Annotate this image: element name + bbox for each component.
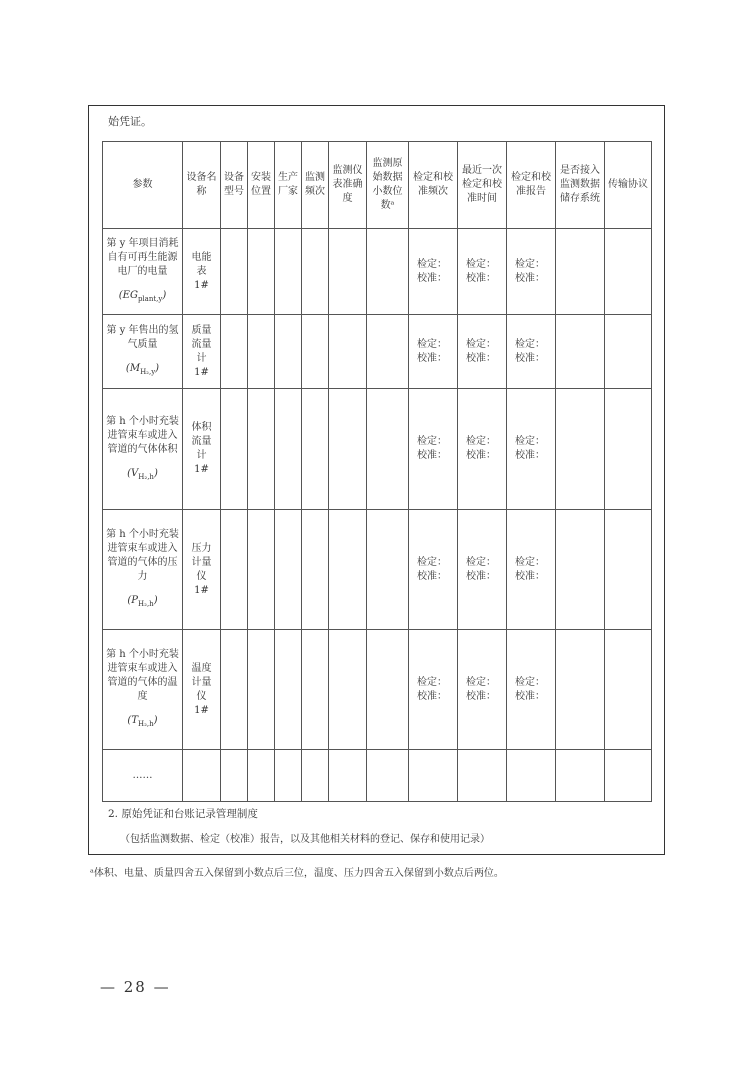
empty-cell[interactable] <box>302 389 329 510</box>
param-cell <box>103 510 183 630</box>
header-instrument-accuracy: 监测仪表准确度 <box>329 142 367 229</box>
calibration-report-cell[interactable]: 检定： 校准： <box>507 389 556 510</box>
empty-cell[interactable] <box>275 389 302 510</box>
empty-cell[interactable] <box>302 750 329 802</box>
empty-cell[interactable] <box>556 229 605 315</box>
calibration-frequency-cell[interactable]: 检定： 校准： <box>409 229 458 315</box>
header-row <box>103 142 652 229</box>
calibration-frequency-cell[interactable]: 检定： 校准： <box>409 389 458 510</box>
last-calibration-cell[interactable]: 检定： 校准： <box>458 229 507 315</box>
header-calibration-report: 检定和校准报告 <box>507 142 556 229</box>
calibration-frequency-cell[interactable]: 检定： 校准： <box>409 630 458 750</box>
header-decimal-places: 监测原始数据小数位数ᵃ <box>367 142 409 229</box>
empty-cell[interactable] <box>367 229 409 315</box>
param-description: 第 y 年售出的氢气质量 <box>106 325 179 350</box>
header-manufacturer: 生产厂家 <box>275 142 302 229</box>
empty-cell[interactable] <box>183 750 221 802</box>
device-name-cell: 质量 流量 计 1# <box>183 315 221 389</box>
calibration-frequency-cell[interactable]: 检定： 校准： <box>409 510 458 630</box>
lead-text: 始凭证。 <box>108 115 152 128</box>
empty-cell[interactable] <box>275 229 302 315</box>
empty-cell[interactable] <box>248 229 275 315</box>
calibration-report-cell[interactable]: 检定： 校准： <box>507 315 556 389</box>
last-calibration-cell[interactable]: 检定： 校准： <box>458 389 507 510</box>
empty-cell[interactable] <box>605 315 652 389</box>
table-row <box>103 389 652 510</box>
empty-cell[interactable] <box>275 630 302 750</box>
param-symbol: $(M_{H_2,y})$ <box>125 363 160 376</box>
ellipsis-cell: …… <box>103 750 183 802</box>
empty-cell[interactable] <box>275 750 302 802</box>
empty-cell[interactable] <box>329 315 367 389</box>
empty-cell[interactable] <box>275 315 302 389</box>
empty-cell[interactable] <box>248 389 275 510</box>
table-row <box>103 630 652 750</box>
empty-cell[interactable] <box>302 229 329 315</box>
empty-cell[interactable] <box>605 229 652 315</box>
empty-cell[interactable] <box>248 750 275 802</box>
table-row <box>103 229 652 315</box>
section2-title: 2. 原始凭证和台账记录管理制度 <box>108 808 258 820</box>
empty-cell[interactable] <box>221 630 248 750</box>
param-symbol: $(T_{H_2,h})$ <box>127 715 158 728</box>
empty-cell[interactable] <box>556 510 605 630</box>
device-name-cell: 体积 流量 计 1# <box>183 389 221 510</box>
empty-cell[interactable] <box>329 750 367 802</box>
empty-cell[interactable] <box>605 630 652 750</box>
device-name-cell: 温度 计量 仪 1# <box>183 630 221 750</box>
empty-cell[interactable] <box>507 750 556 802</box>
empty-cell[interactable] <box>221 229 248 315</box>
param-description: 第 y 年项目消耗自有可再生能源电厂的电量 <box>106 238 179 277</box>
last-calibration-cell[interactable]: 检定： 校准： <box>458 510 507 630</box>
header-param: 参数 <box>103 142 183 229</box>
page-number: — 28 — <box>100 978 171 996</box>
empty-cell[interactable] <box>556 389 605 510</box>
table-row <box>103 315 652 389</box>
param-symbol: $(V_{H_2,h})$ <box>127 467 158 481</box>
section2-subtitle: （包括监测数据、检定（校准）报告，以及其他相关材料的登记、保存和使用记录） <box>120 834 490 845</box>
header-calibration-frequency: 检定和校准频次 <box>409 142 458 229</box>
empty-cell[interactable] <box>605 389 652 510</box>
empty-cell[interactable] <box>556 630 605 750</box>
calibration-report-cell[interactable]: 检定： 校准： <box>507 229 556 315</box>
empty-cell[interactable] <box>458 750 507 802</box>
empty-cell[interactable] <box>329 630 367 750</box>
empty-cell[interactable] <box>248 510 275 630</box>
footnote: ᵃ体积、电量、质量四舍五入保留到小数点后三位，温度、压力四舍五入保留到小数点后两位。 <box>90 868 504 879</box>
param-description: 第 h 个小时充装进管束车或进入管道的气体的温度 <box>106 649 179 702</box>
header-device-name: 设备名称 <box>183 142 221 229</box>
empty-cell[interactable] <box>221 510 248 630</box>
table-row <box>103 750 652 802</box>
empty-cell[interactable] <box>367 315 409 389</box>
param-description: 第 h 个小时充装进管束车或进入管道的气体的压力 <box>106 529 179 582</box>
empty-cell[interactable] <box>221 750 248 802</box>
empty-cell[interactable] <box>605 510 652 630</box>
device-name-cell: 电能 表 1# <box>183 229 221 315</box>
param-symbol: $(P_{H_2,h})$ <box>127 595 158 608</box>
empty-cell[interactable] <box>221 389 248 510</box>
param-cell <box>103 229 183 315</box>
calibration-report-cell[interactable]: 检定： 校准： <box>507 630 556 750</box>
empty-cell[interactable] <box>302 510 329 630</box>
empty-cell[interactable] <box>367 630 409 750</box>
empty-cell[interactable] <box>302 630 329 750</box>
empty-cell[interactable] <box>556 750 605 802</box>
monitoring-table <box>102 141 652 802</box>
empty-cell[interactable] <box>367 750 409 802</box>
empty-cell[interactable] <box>329 229 367 315</box>
empty-cell[interactable] <box>221 315 248 389</box>
empty-cell[interactable] <box>329 389 367 510</box>
param-symbol: $(EG_{plant,y})$ <box>118 290 167 303</box>
empty-cell[interactable] <box>556 315 605 389</box>
empty-cell[interactable] <box>367 510 409 630</box>
empty-cell[interactable] <box>605 750 652 802</box>
empty-cell[interactable] <box>248 315 275 389</box>
empty-cell[interactable] <box>329 510 367 630</box>
header-last-calibration-time: 最近一次检定和校准时间 <box>458 142 507 229</box>
last-calibration-cell[interactable]: 检定： 校准： <box>458 315 507 389</box>
table-row <box>103 510 652 630</box>
header-transfer-protocol: 传输协议 <box>605 142 652 229</box>
calibration-report-cell[interactable]: 检定： 校准： <box>507 510 556 630</box>
param-description: 第 h 个小时充装进管束车或进入管道的气体体积 <box>106 415 179 455</box>
empty-cell[interactable] <box>248 630 275 750</box>
header-device-model: 设备型号 <box>221 142 248 229</box>
param-cell <box>103 315 183 389</box>
device-name-cell: 压力 计量 仪 1# <box>183 510 221 630</box>
header-install-location: 安装位置 <box>248 142 275 229</box>
empty-cell[interactable] <box>409 750 458 802</box>
calibration-frequency-cell[interactable]: 检定： 校准： <box>409 315 458 389</box>
header-storage-system: 是否接入监测数据储存系统 <box>556 142 605 229</box>
empty-cell[interactable] <box>275 510 302 630</box>
param-cell <box>103 630 183 750</box>
empty-cell[interactable] <box>302 315 329 389</box>
header-monitor-frequency: 监测频次 <box>302 142 329 229</box>
param-cell <box>103 389 183 510</box>
last-calibration-cell[interactable]: 检定： 校准： <box>458 630 507 750</box>
empty-cell[interactable] <box>367 389 409 510</box>
